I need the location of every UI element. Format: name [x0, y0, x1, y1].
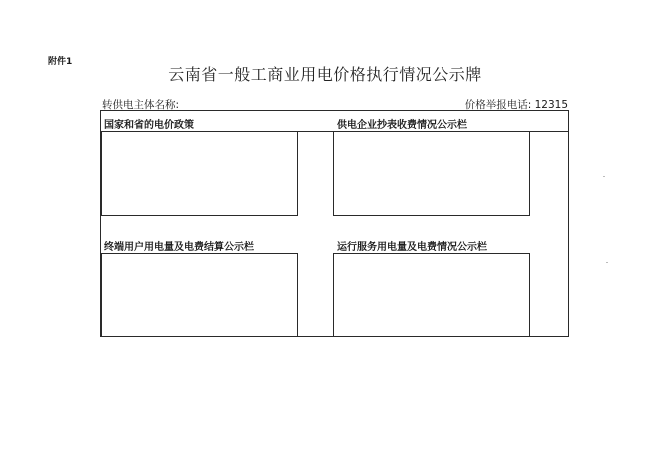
section-end-user-title: 终端用户用电量及电费结算公示栏	[104, 242, 254, 253]
hotline-label: 价格举报电话:	[464, 99, 532, 111]
section-policy-box	[101, 131, 298, 216]
page-title: 云南省一般工商业用电价格执行情况公示牌	[168, 65, 482, 84]
hotline-number: 12315	[534, 99, 568, 111]
section-operation-service-title: 运行服务用电量及电费情况公示栏	[337, 242, 487, 253]
section-meter-reading-title: 供电企业抄表收费情况公示栏	[337, 120, 467, 131]
section-meter-reading-box	[333, 131, 530, 216]
attachment-label: 附件1	[48, 57, 73, 67]
supplier-name-label: 转供电主体名称:	[102, 99, 180, 111]
scan-speck	[606, 262, 608, 263]
section-policy-title: 国家和省的电价政策	[104, 120, 194, 131]
section-end-user-box	[101, 253, 298, 337]
section-operation-service-box	[333, 253, 530, 337]
scan-speck	[603, 176, 605, 177]
